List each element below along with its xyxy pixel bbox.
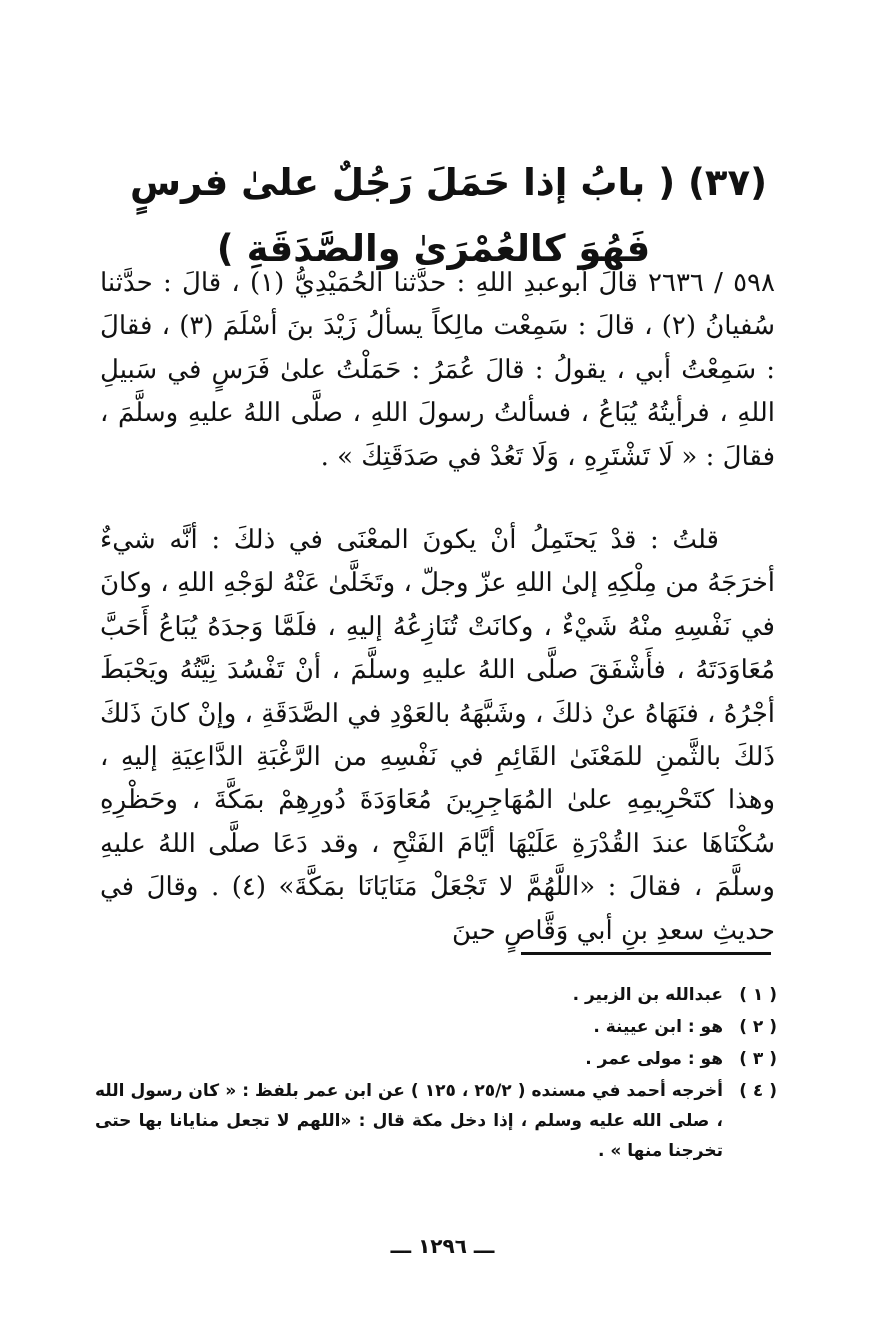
footnote-mark: ( ٣ ) — [739, 1049, 777, 1069]
footnote-text: هو : مولى عمر . — [585, 1049, 723, 1069]
hadith-block — [100, 262, 775, 479]
footnote-mark: ( ٤ ) — [739, 1081, 777, 1101]
chapter-title: (٣٧) ( بابُ إذا حَمَلَ رَجُلٌ علىٰ فرسٍ فَهُوَ كالعُمْرَىٰ والصَّدَقَةِ ) — [129, 161, 767, 270]
commentary-block — [100, 519, 775, 953]
footnote-mark: ( ٢ ) — [739, 1017, 777, 1037]
footnote-separator — [521, 952, 771, 955]
footnote-item — [95, 980, 777, 1010]
hadith-text: قالَ أبوعبدِ اللهِ : حدَّثنا الحُمَيْدِيُّ (١) ، قالَ : حدَّثنا سُفيانُ (٢) ، قالَ : سَمِعْت مالِكاً يسألُ زَيْدَ بنَ أسْلَمَ (٣) ، فقالَ : سَمِعْتُ أبي ، يقولُ : قالَ عُمَرُ : حَمَلْتُ علىٰ فَرَسٍ في سَبيلِ اللهِ ، فرأيتُهُ يُبَاعُ ، فسألتُ رسولَ اللهِ ، صلَّى اللهُ عليهِ وسلَّمَ ، فقالَ : « لَا تَشْتَرِهِ ، وَلَا تَعُدْ في صَدَقَتِكَ » . — [100, 268, 775, 472]
page-number: ـــ ١٢٩٦ ـــ — [390, 1234, 495, 1258]
footnotes — [95, 980, 777, 1168]
footnote-item — [95, 1012, 777, 1042]
hadith-paragraph — [100, 262, 775, 479]
footnote-item — [95, 1076, 777, 1166]
footnote-item — [95, 1044, 777, 1074]
hadith-number: ٥٩٨ / ٢٦٣٦ — [648, 268, 775, 298]
footnote-text: عبدالله بن الزبير . — [572, 985, 723, 1005]
commentary-text: قلتُ : قدْ يَحتَمِلُ أنْ يكونَ المعْنَى في ذلكَ : أنَّه شيءٌ أخرَجَهُ من مِلْكِهِ إلىٰ اللهِ عزّ وجلّ ، وتَخَلَّىٰ عَنْهُ لوَجْهِ اللهِ ، وكانَ في نَفْسِهِ منْهُ شَيْءٌ ، وكانَتْ تُنَازِعُهُ إليهِ ، فلَمَّا وَجدَهُ يُبَاعُ أَحَبَّ مُعَاوَدَتَهُ ، فأَشْفَقَ صلَّى اللهُ عليهِ وسلَّمَ ، أنْ تَفْسُدَ نِيَّتُهُ ويَحْبَطَ أجْرُهُ ، فنَهَاهُ عنْ ذلكَ ، وشَبَّهَهُ بالعَوْدِ في الصَّدَقَةِ ، وإنْ كانَ ذَلكَ ذَلكَ بالثَّمنِ للمَعْنَىٰ القَائِمِ في نَفْسِهِ من الرَّغْبَةِ الدَّاعِيَةِ إليهِ ، وهذا كتَحْرِيمِهِ علىٰ المُهَاجِرِينَ مُعَاوَدَةَ دُورِهِمْ بمَكَّةَ ، وحَظْرِهِ سُكْنَاهَا عندَ القُدْرَةِ عَلَيْهَا أيَّامَ الفَتْحِ ، وقد دَعَا صلَّى اللهُ عليهِ وسلَّمَ ، فقالَ : «اللَّهُمَّ لا تَجْعَلْ مَنَايَانَا بمَكَّةَ» (٤) . وقالَ في حديثِ سعدِ بنِ أبي وَقَّاصٍ حينَ — [100, 525, 775, 946]
footnote-text: أخرجه أحمد في مسنده ( ٢٥/٢ ، ١٢٥ ) عن ابن عمر بلفظ : « كان رسول الله ، صلى الله عليه وسلم ، إذا دخل مكة قال : «اللهم لا تجعل منايانا بها حتى تخرجنا منها » . — [95, 1081, 724, 1161]
footnote-text: هو : ابن عيينة . — [593, 1017, 723, 1037]
commentary-paragraph — [100, 519, 775, 953]
footnote-mark: ( ١ ) — [739, 985, 777, 1005]
